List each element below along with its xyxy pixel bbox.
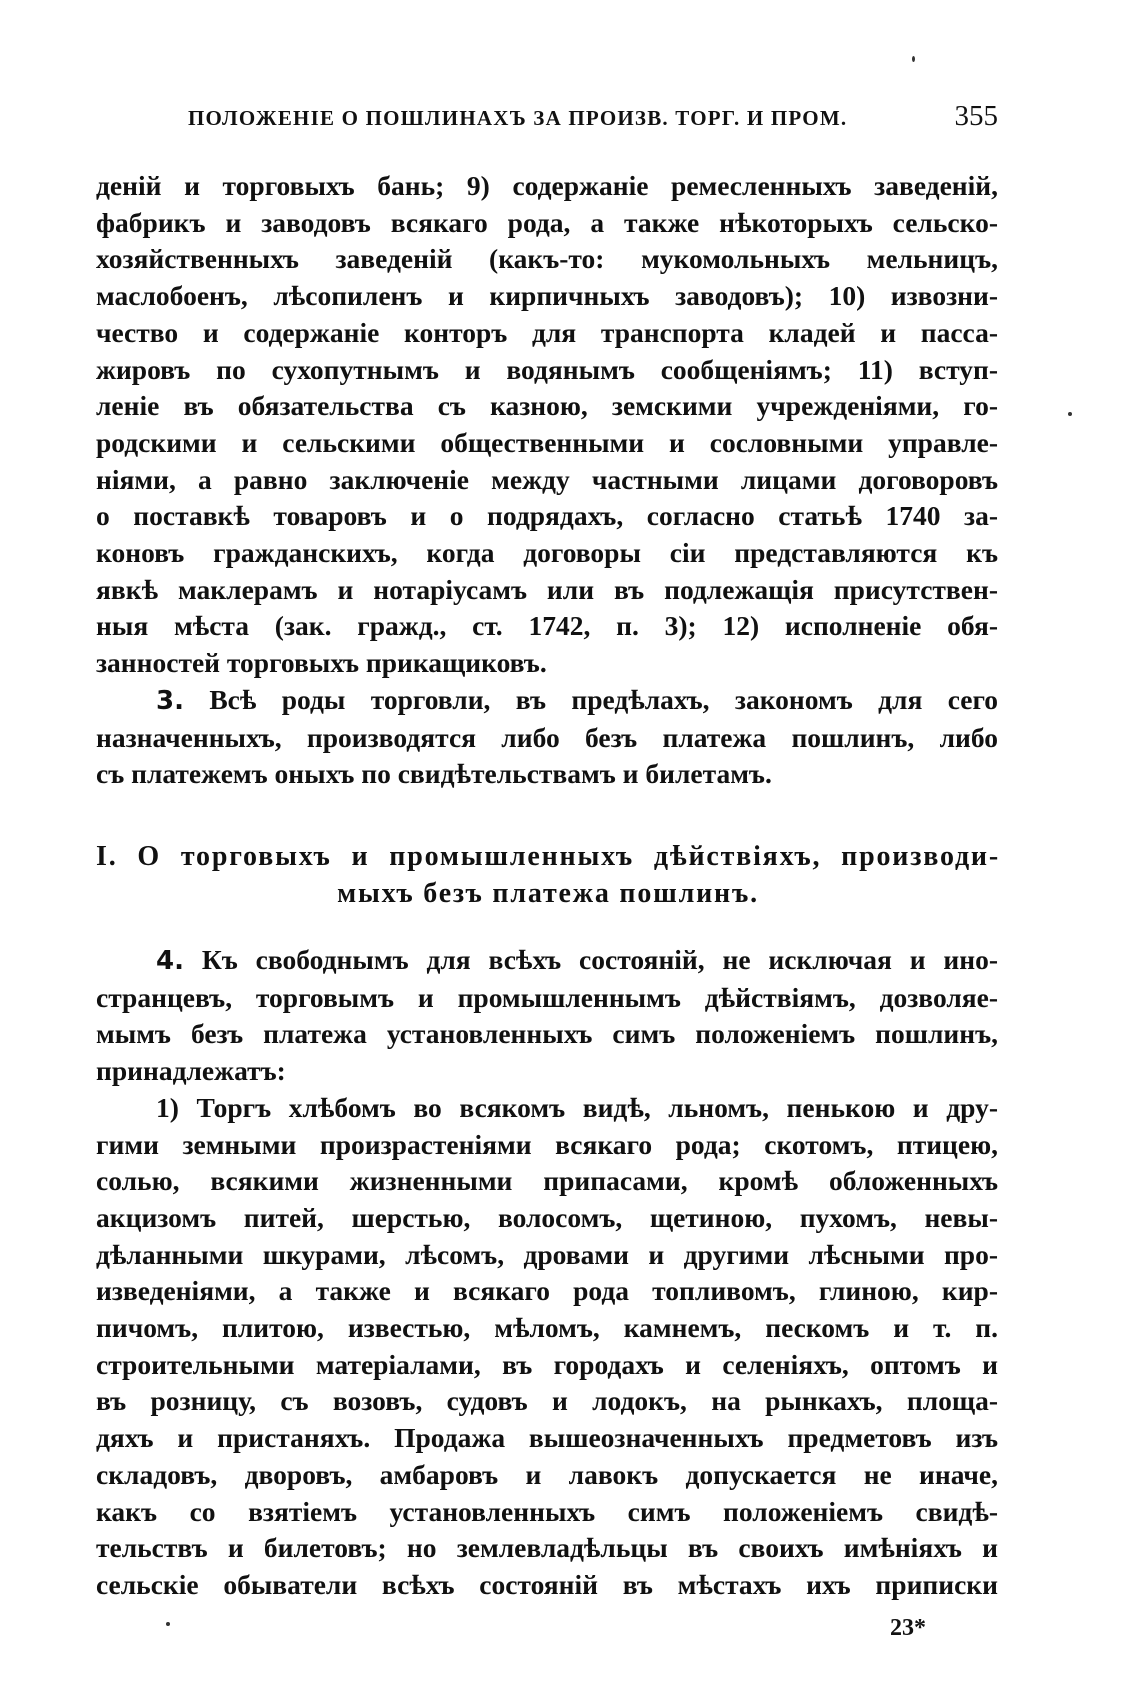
item-1-first-line: 1) Торгъ хлѣбомъ во всякомъ видѣ, льномъ, пенькою и дру- — [156, 1091, 998, 1123]
paragraph-number-3: 3. — [156, 685, 184, 716]
text-line: фабрикъ и заводовъ всякаго рода, а также нѣкоторыхъ сельско- — [96, 206, 998, 238]
text-line: явкѣ маклерамъ и нотаріусамъ или въ подлежащія присутствен- — [96, 573, 998, 605]
text-line: маслобоенъ, лѣсопиленъ и кирпичныхъ заводовъ); 10) извозни- — [96, 280, 998, 312]
section-heading — [96, 838, 1000, 912]
speck-mark — [1068, 412, 1072, 416]
text-line: ныя мѣста (зак. гражд., ст. 1742, п. 3); 12) исполненіе обя- — [96, 610, 998, 642]
speck-mark — [912, 56, 915, 62]
signature-mark: 23* — [890, 1615, 926, 1641]
text-line: акцизомъ питей, шерстью, волосомъ, щетиною, пухомъ, невы- — [96, 1201, 998, 1233]
text-line: занностей торговыхъ прикащиковъ. — [96, 647, 547, 679]
text-line: деній и торговыхъ бань; 9) содержаніе ремесленныхъ заведеній, — [96, 170, 998, 201]
text-line: сельскіе обыватели всѣхъ состояній въ мѣстахъ ихъ приписки — [96, 1568, 998, 1600]
text-line: изведеніями, а также и всякаго рода топливомъ, глиною, кир- — [96, 1275, 998, 1307]
text-line: принадлежатъ: — [96, 1055, 286, 1087]
text-line: въ розницу, съ возовъ, судовъ и лодокъ, на рынкахъ, площа- — [96, 1385, 998, 1417]
text-line: леніе въ обязательства съ казною, земскими учрежденіями, го- — [96, 390, 998, 422]
text-line: какъ со взятіемъ установленныхъ симъ положеніемъ свидѣ- — [96, 1495, 998, 1527]
text-line: родскими и сельскими общественными и сословными управле- — [96, 426, 998, 458]
text-line: пичомъ, плитою, известью, мѣломъ, камнемъ, пескомъ и т. п. — [96, 1312, 998, 1344]
text-line: мымъ безъ платежа установленныхъ симъ положеніемъ пошлинъ, — [96, 1018, 998, 1050]
body-text-upper — [96, 168, 998, 793]
text-line: съ платежемъ оныхъ по свидѣтельствамъ и билетамъ. — [96, 758, 772, 790]
text-line: строительными матеріалами, въ городахъ и селеніяхъ, оптомъ и — [96, 1348, 998, 1380]
text-line: гими земными произрастеніями всякаго рода; скотомъ, птицею, — [96, 1128, 998, 1160]
section-heading-line: мыхъ безъ платежа пошлинъ. — [337, 878, 759, 909]
running-header — [188, 100, 998, 133]
text-line: жировъ по сухопутнымъ и водянымъ сообщеніямъ; 11) вступ- — [96, 353, 998, 385]
paragraph-4-first-line — [96, 942, 998, 980]
text-line: назначенныхъ, производятся либо безъ платежа пошлинъ, либо — [96, 721, 998, 753]
text-line: дѣланными шкурами, лѣсомъ, дровами и другими лѣсными про- — [96, 1238, 998, 1270]
text-line: складовъ, дворовъ, амбаровъ и лавокъ допускается не иначе, — [96, 1458, 998, 1490]
paragraph-3-text: Всѣ роды торговли, въ предѣлахъ, закономъ для сего — [209, 683, 998, 715]
text-line: о поставкѣ товаровъ и о подрядахъ, согласно статьѣ 1740 за- — [96, 500, 998, 532]
paragraph-3-first-line — [96, 682, 998, 720]
speck-mark — [166, 1622, 170, 1626]
running-title: ПОЛОЖЕНІЕ О ПОШЛИНАХЪ ЗА ПРОИЗВ. ТОРГ. И ПРОМ. — [188, 106, 848, 130]
body-text-lower — [96, 942, 998, 1604]
page-number: 355 — [954, 100, 998, 132]
paragraph-number-4: 4. — [156, 946, 184, 976]
text-line: хозяйственныхъ заведеній (какъ-то: мукомольныхъ мельницъ, — [96, 243, 998, 275]
section-heading-line: I. О торговыхъ и промышленныхъ дѣйствіяхъ, производи- — [96, 841, 1000, 872]
text-line: тельствъ и билетовъ; но землевладѣльцы въ своихъ имѣніяхъ и — [96, 1532, 998, 1564]
paragraph-4-text: Къ свободнымъ для всѣхъ состояній, не исключая и ино- — [201, 944, 998, 975]
text-line: дяхъ и пристаняхъ. Продажа вышеозначенныхъ предметовъ изъ — [96, 1422, 998, 1454]
text-line: чество и содержаніе конторъ для транспорта кладей и пасса- — [96, 316, 998, 348]
text-line: коновъ гражданскихъ, когда договоры сіи представляются къ — [96, 537, 998, 569]
text-line: ніями, а равно заключеніе между частными лицами договоровъ — [96, 463, 998, 495]
text-line: солью, всякими жизненными припасами, кромѣ обложенныхъ — [96, 1165, 998, 1197]
text-line: странцевъ, торговымъ и промышленнымъ дѣйствіямъ, дозволяе- — [96, 981, 998, 1013]
